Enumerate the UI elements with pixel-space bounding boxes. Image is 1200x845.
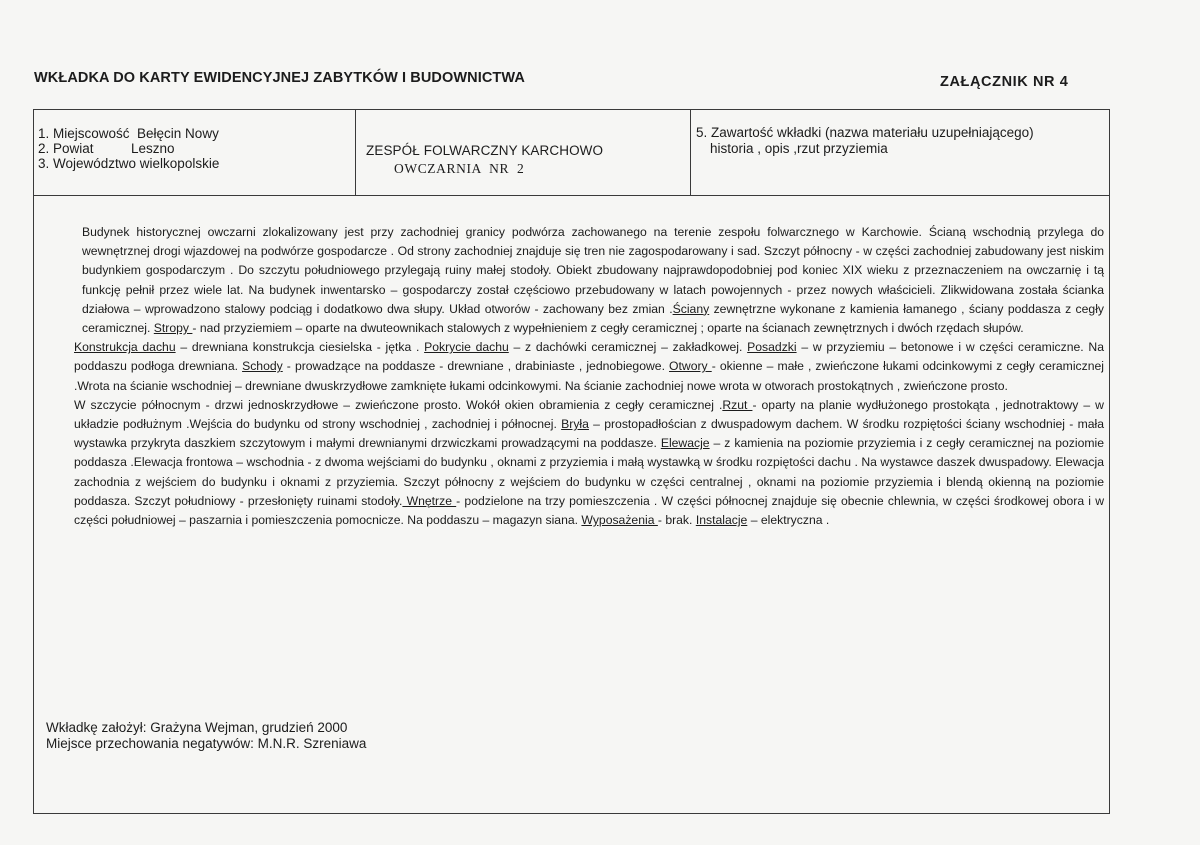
paragraph-construction <box>74 338 1104 396</box>
text-run: – prostopadłościan z dwuspadowym dachem. W środku rozpiętości ściany wschodniej - mała wystawka przykryta daszkiem szczytowym i małymi drewnianymi drzwiczkami prowadzącymi na poddasze. <box>74 417 1104 451</box>
text-run: Budynek historycznej owczarni zlokalizowany jest przy zachodniej granicy podwórza zachowanego na terenie zespołu folwarcznego w Karchowie. Ścianą wschodnią przylega do wewnętrznej drogi wjazdowej na podwórze gospodarcze . Od strony zachodniej znajduje się tren nie zagospodarowany i sad. Szczyt północny - w części zachodniej zabudowany jest niskim budynkiem gospodarczym . Do szczytu południowego przylegają ruiny małej stodoły. Obiekt zbudowany najprawdopodobniej pod koniec XIX wieku z przeznaczeniem na owczarnię i tą funkcję pełnił przez wiele lat. Na budynek inwentarsko – gospodarczy został częściowo przebudowany w latach powojennych - przez nowych właścicieli. Zlikwidowana została ścianka działowa – wprowadzono stalowy podciąg i dodatkowo dwa słupy. Układ otworów - zachowany bez zmian . <box>82 225 1104 316</box>
text-run: W szczycie północnym - drzwi jednoskrzydłowe – zwieńczone prosto. Wokół okien obramienia z cegły ceramicznej . <box>74 397 723 412</box>
text-run: – elektryczna . <box>747 513 830 528</box>
keyword-bryla: Bryła <box>561 417 589 432</box>
text-run: – z dachówki ceramicznej – zakładkowej. <box>508 340 748 355</box>
paragraph-layout <box>74 396 1104 530</box>
text-run: - brak. <box>657 513 696 528</box>
text-run: – drewniana konstrukcja ciesielska - jętka . <box>175 340 425 355</box>
keyword-posadzki: Posadzki <box>747 340 797 355</box>
keyword-instalacje: Instalacje <box>695 513 748 528</box>
keyword-elewacje: Elewacje <box>660 436 710 451</box>
locality-line: 1. Miejscowość Bełęcin Nowy <box>38 126 219 141</box>
description-body <box>74 223 1104 530</box>
keyword-otwory: Otwory <box>669 359 712 374</box>
text-run: - podzielone na trzy pomieszczenia . W części północnej znajduje się obecnie chlewnia, w części środkowej obora i w części południowej – paszarnia i pomieszczenia pomocnicze. Na poddaszu – magazyn siana. <box>74 493 1105 528</box>
text-run: zewnętrzne wykonane z kamienia łamanego , ściany poddasza z cegły ceramicznej. <box>82 301 1105 336</box>
annex-label: ZAŁĄCZNIK NR 4 <box>940 74 1069 90</box>
building-name: OWCZARNIA NR 2 <box>394 161 525 176</box>
footer-notes <box>46 720 366 752</box>
paragraph-history <box>74 223 1104 338</box>
author-line: Wkładkę założył: Grażyna Wejman, grudzień 2000 <box>46 720 348 735</box>
keyword-rzut: Rzut <box>722 397 753 412</box>
keyword-wnetrze: Wnętrze <box>402 493 457 508</box>
contents-heading: 5. Zawartość wkładki (nazwa materiału uzupełniającego) <box>696 125 1034 140</box>
negatives-location-line: Miejsce przechowania negatywów: M.N.R. Szreniawa <box>46 736 367 751</box>
contents-list: historia , opis ,rzut przyziemia <box>710 141 888 156</box>
keyword-wyposazenia: Wyposażenia <box>581 513 658 528</box>
text-run: - okienne – małe , zwieńczone łukami odcinkowymi z cegły ceramicznej .Wrota na ścianie wschodniej – drewniane dwuskrzydłowe zamknięte łukami odcinkowymi. Na ścianie zachodniej nowe wrota w otworach prostokątnych , zwieńczone prosto. <box>74 359 1104 393</box>
district-line: 2. Powiat Leszno <box>38 141 175 156</box>
text-run: - nad przyziemiem – oparte na dwuteownikach stalowych z wypełnieniem z cegły ceramicznej ; oparte na ścianach zewnętrznych i dwóch rzędach słupów. <box>192 321 1024 336</box>
keyword-konstrukcja-dachu: Konstrukcja dachu <box>74 340 176 355</box>
text-run: - prowadzące na poddasze - drewniane , drabiniaste , jednobiegowe. <box>282 359 670 374</box>
contents-cell <box>691 110 1111 195</box>
location-cell <box>34 110 356 195</box>
keyword-schody: Schody <box>242 359 283 374</box>
complex-name: ZESPÓŁ FOLWARCZNY KARCHOWO <box>366 143 604 158</box>
page-title: WKŁADKA DO KARTY EWIDENCYJNEJ ZABYTKÓW I BUDOWNICTWA <box>34 70 525 86</box>
voivodeship-line: 3. Województwo wielkopolskie <box>38 156 220 171</box>
text-run: - oparty na planie wydłużonego prostokąta , jednotraktowy – w układzie podłużnym .Wejścia do budynku od strony wschodniej , zachodniej i północnej. <box>74 397 1104 432</box>
keyword-pokrycie-dachu: Pokrycie dachu <box>424 340 509 355</box>
header-row <box>34 110 1109 196</box>
record-card-frame <box>33 109 1110 814</box>
keyword-sciany: Ściany <box>672 301 710 316</box>
keyword-stropy: Stropy <box>153 321 193 336</box>
object-cell <box>356 110 691 195</box>
text-run: – w przyziemiu – betonowe i w części ceramiczne. Na poddaszu podłoga drewniana. <box>74 340 1104 374</box>
text-run: – z kamienia na poziomie przyziemia i z cegły ceramicznej na poziomie poddasza .Elewacja frontowa – wschodnia - z dwoma wejściami do budynku , oknami z przyziemia i małą wystawką w środku rozpiętości dachu . Na wystawce daszek dwuspadowy. Elewacja zachodnia z wejściem do budynku i oknami z przyziemia. Szczyt północny z wejściem do budynku w części centralnej , oknami na poziomie przyziemia i blendą okienną na poziomie poddasza. Szczyt południowy - przesłonięty ruinami stodoły. <box>74 436 1105 508</box>
